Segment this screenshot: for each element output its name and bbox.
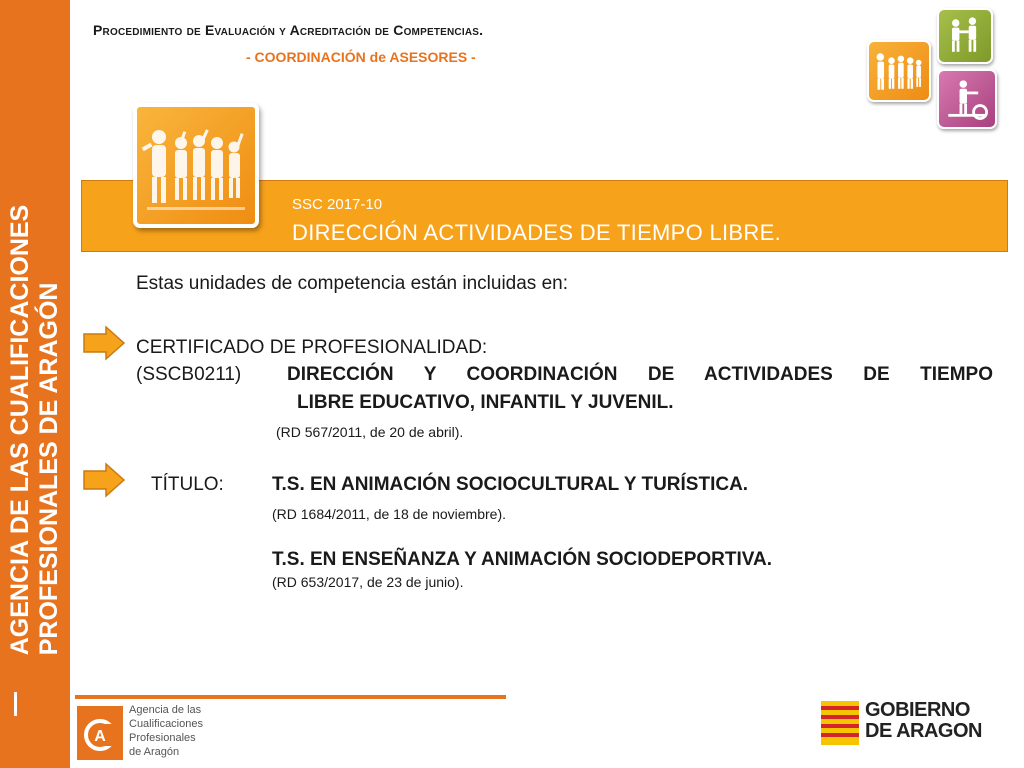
aragon-flag-icon [821,701,859,745]
qualification-code: SSC 2017-10 [292,196,383,213]
titulo-2: T.S. EN ENSEÑANZA Y ANIMACIÓN SOCIODEPORTIVA. [272,549,773,570]
people-group-icon [133,103,259,228]
agency-line: Profesionales [129,732,196,744]
agency-logo-text [129,703,203,759]
svg-text:A: A [94,728,106,745]
gobierno-line-1: GOBIERNO [865,699,970,721]
footer-divider [75,695,506,699]
certificado-name-line2: LIBRE EDUCATIVO, INFANTIL Y JUVENIL. [297,392,674,413]
arrow-right-icon [82,325,126,361]
certificado-rd: (RD 567/2011, de 20 de abril). [276,424,464,440]
arrow-right-icon [82,462,126,498]
sidebar-line-2: PROFESIONALES DE ARAGÓN [35,282,63,656]
titulo-label: TÍTULO: [151,474,224,495]
agency-line: Cualificaciones [129,718,203,730]
workers-icon [937,8,993,64]
agency-line: Agencia de las [129,704,202,716]
titulo-2-rd: (RD 653/2017, de 23 de junio). [272,574,464,590]
titulo-1: T.S. EN ANIMACIÓN SOCIOCULTURAL Y TURÍSTICA. [272,474,749,495]
certificado-code: (SSCB0211) [136,364,242,385]
page-header-title: Procedimiento de Evaluación y Acreditación de Competencias. [93,22,484,38]
qualification-title: DIRECCIÓN ACTIVIDADES DE TIEMPO LIBRE. [292,220,781,245]
sidebar [0,0,70,768]
gobierno-line-2: DE ARAGON [865,720,982,742]
certificado-name-line1: DIRECCIÓN Y COORDINACIÓN DE ACTIVIDADES DE TIEMPO [287,364,993,385]
people-group-small-icon [867,40,931,102]
agency-line: de Aragón [129,746,180,758]
agency-logo-icon [77,706,123,760]
sidebar-divider [14,692,17,716]
mechanic-icon [937,69,997,129]
intro-text: Estas unidades de competencia están incluidas en: [136,273,568,294]
sidebar-line-1: AGENCIA DE LAS CUALIFICACIONES [6,204,34,656]
page-header-subtitle: - COORDINACIÓN de ASESORES - [246,49,476,65]
certificado-label: CERTIFICADO DE PROFESIONALIDAD: [136,337,488,358]
gobierno-logo-text [865,700,982,742]
titulo-1-rd: (RD 1684/2011, de 18 de noviembre). [272,506,506,522]
